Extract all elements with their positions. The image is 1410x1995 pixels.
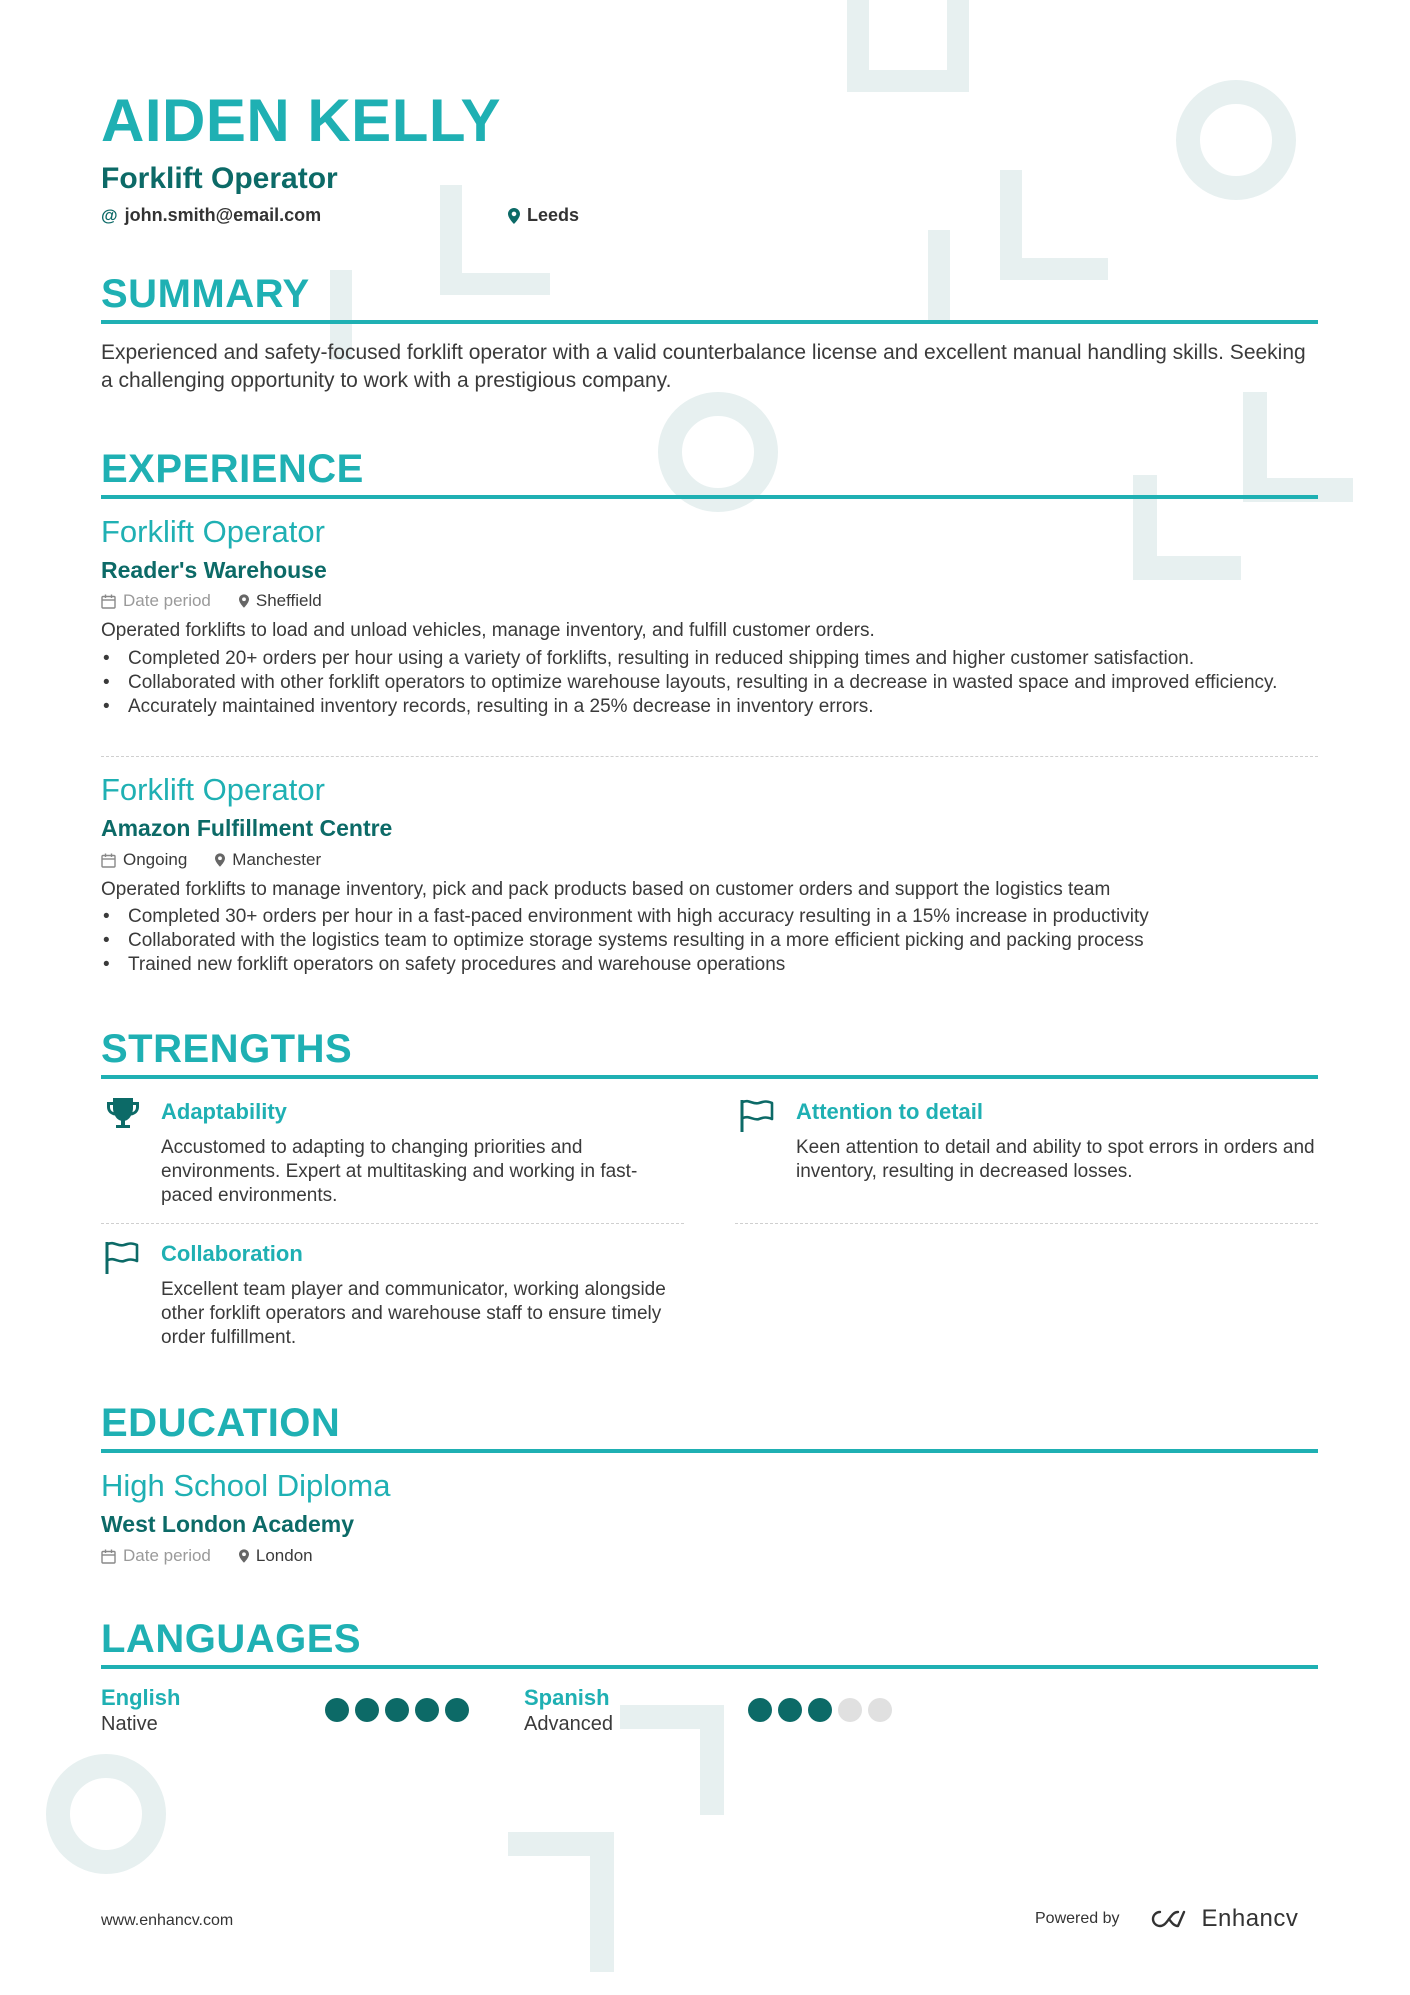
trophy-icon bbox=[103, 1094, 143, 1134]
job-company: Amazon Fulfillment Centre bbox=[101, 815, 393, 841]
degree-title: High School Diploma bbox=[101, 1468, 391, 1503]
job-bullets bbox=[101, 905, 1318, 977]
strength-description: Excellent team player and communicator, working alongside other forklift operators and warehouse staff to ensure timely order fulfillment. bbox=[161, 1279, 666, 1348]
divider bbox=[735, 1223, 1318, 1224]
calendar-icon bbox=[101, 1549, 116, 1564]
languages-heading: LANGUAGES bbox=[101, 1617, 1318, 1669]
summary-heading: SUMMARY bbox=[101, 272, 1318, 324]
education-heading: EDUCATION bbox=[101, 1401, 1318, 1453]
brand-logo[interactable] bbox=[1146, 1905, 1299, 1933]
rating-dot-filled bbox=[385, 1698, 409, 1722]
rating-dot-filled bbox=[325, 1698, 349, 1722]
language-name: English bbox=[101, 1685, 181, 1710]
job-bullet: • Collaborated with other forklift operators to optimize warehouse layouts, resulting in a decrease in wasted space and improved efficiency. bbox=[101, 671, 1318, 695]
calendar-icon bbox=[101, 853, 116, 868]
strength-description: Keen attention to detail and ability to spot errors in orders and inventory, resulting in decreased losses. bbox=[796, 1137, 1315, 1182]
location-pin-icon bbox=[508, 208, 520, 224]
education-location-wrap bbox=[239, 1546, 313, 1566]
divider bbox=[101, 1223, 684, 1224]
location-pin-icon bbox=[239, 1549, 249, 1563]
contact-location bbox=[508, 205, 579, 226]
job-bullet: • Trained new forklift operators on safety procedures and warehouse operations bbox=[101, 953, 1318, 977]
job-bullets bbox=[101, 647, 1318, 719]
job-bullet: • Accurately maintained inventory records, resulting in a 25% decrease in inventory errors. bbox=[101, 695, 1318, 719]
powered-by-label: Powered by bbox=[1035, 1910, 1120, 1927]
brand-name: Enhancv bbox=[1201, 1905, 1299, 1932]
location-text: Leeds bbox=[527, 205, 580, 225]
flag-icon bbox=[103, 1238, 143, 1278]
language-rating bbox=[325, 1698, 469, 1722]
job-date: Date period bbox=[123, 591, 211, 610]
job-description: Operated forklifts to manage inventory, pick and pack products based on customer orders and support the logistics team bbox=[101, 879, 1111, 900]
job-bullet: • Completed 30+ orders per hour in a fast-paced environment with high accuracy resulting in a 15% increase in productivity bbox=[101, 905, 1318, 929]
strength-title: Collaboration bbox=[161, 1241, 303, 1266]
language-level: Advanced bbox=[524, 1713, 613, 1735]
enhancv-logo-icon bbox=[1146, 1908, 1192, 1930]
rating-dot-filled bbox=[355, 1698, 379, 1722]
job-bullet: • Collaborated with the logistics team to optimize storage systems resulting in a more efficient picking and packing process bbox=[101, 929, 1318, 953]
rating-dot-filled bbox=[445, 1698, 469, 1722]
job-description: Operated forklifts to load and unload vehicles, manage inventory, and fulfill customer orders. bbox=[101, 620, 875, 641]
rating-dot-empty bbox=[868, 1698, 892, 1722]
contact-email[interactable] bbox=[101, 205, 321, 226]
footer-branding bbox=[1035, 1905, 1298, 1933]
footer-website[interactable]: www.enhancv.com bbox=[101, 1912, 234, 1929]
job-date: Ongoing bbox=[123, 850, 188, 869]
language-rating bbox=[748, 1698, 892, 1722]
divider bbox=[101, 756, 1318, 757]
rating-dot-empty bbox=[838, 1698, 862, 1722]
job-bullet: • Completed 20+ orders per hour using a variety of forklifts, resulting in reduced shipping times and higher customer satisfaction. bbox=[101, 647, 1318, 671]
strength-description: Accustomed to adapting to changing priorities and environments. Expert at multitasking and working in fast-paced environments. bbox=[161, 1137, 638, 1206]
job-title: Forklift Operator bbox=[101, 772, 325, 807]
job-title: Forklift Operator bbox=[101, 514, 325, 549]
rating-dot-filled bbox=[748, 1698, 772, 1722]
candidate-name: AIDEN KELLY bbox=[101, 87, 502, 154]
job-location: Manchester bbox=[232, 850, 322, 869]
language-name: Spanish bbox=[524, 1685, 610, 1710]
job-location-wrap bbox=[239, 591, 322, 611]
rating-dot-filled bbox=[808, 1698, 832, 1722]
job-location: Sheffield bbox=[255, 591, 322, 610]
education-date: Date period bbox=[123, 1546, 211, 1565]
summary-text: Experienced and safety-focused forklift operator with a valid counterbalance license and excellent manual handling skills. Seeking a challenging opportunity to work with a prestigious company. bbox=[101, 341, 1306, 392]
language-level: Native bbox=[101, 1713, 158, 1735]
calendar-icon bbox=[101, 594, 116, 609]
rating-dot-filled bbox=[778, 1698, 802, 1722]
candidate-title: Forklift Operator bbox=[101, 162, 338, 195]
location-pin-icon bbox=[239, 594, 249, 608]
experience-heading: EXPERIENCE bbox=[101, 447, 1318, 499]
email-text: john.smith@email.com bbox=[124, 205, 322, 225]
flag-icon bbox=[738, 1096, 778, 1136]
education-meta bbox=[101, 1546, 313, 1566]
school-name: West London Academy bbox=[101, 1511, 355, 1537]
education-location: London bbox=[255, 1546, 313, 1565]
job-meta bbox=[101, 850, 321, 870]
strengths-heading: STRENGTHS bbox=[101, 1027, 1318, 1079]
job-location-wrap bbox=[215, 850, 321, 870]
at-icon: @ bbox=[101, 205, 118, 225]
location-pin-icon bbox=[215, 853, 225, 867]
job-meta bbox=[101, 591, 322, 611]
strength-title: Attention to detail bbox=[796, 1099, 983, 1124]
rating-dot-filled bbox=[415, 1698, 439, 1722]
strength-title: Adaptability bbox=[161, 1099, 287, 1124]
job-company: Reader's Warehouse bbox=[101, 557, 327, 583]
